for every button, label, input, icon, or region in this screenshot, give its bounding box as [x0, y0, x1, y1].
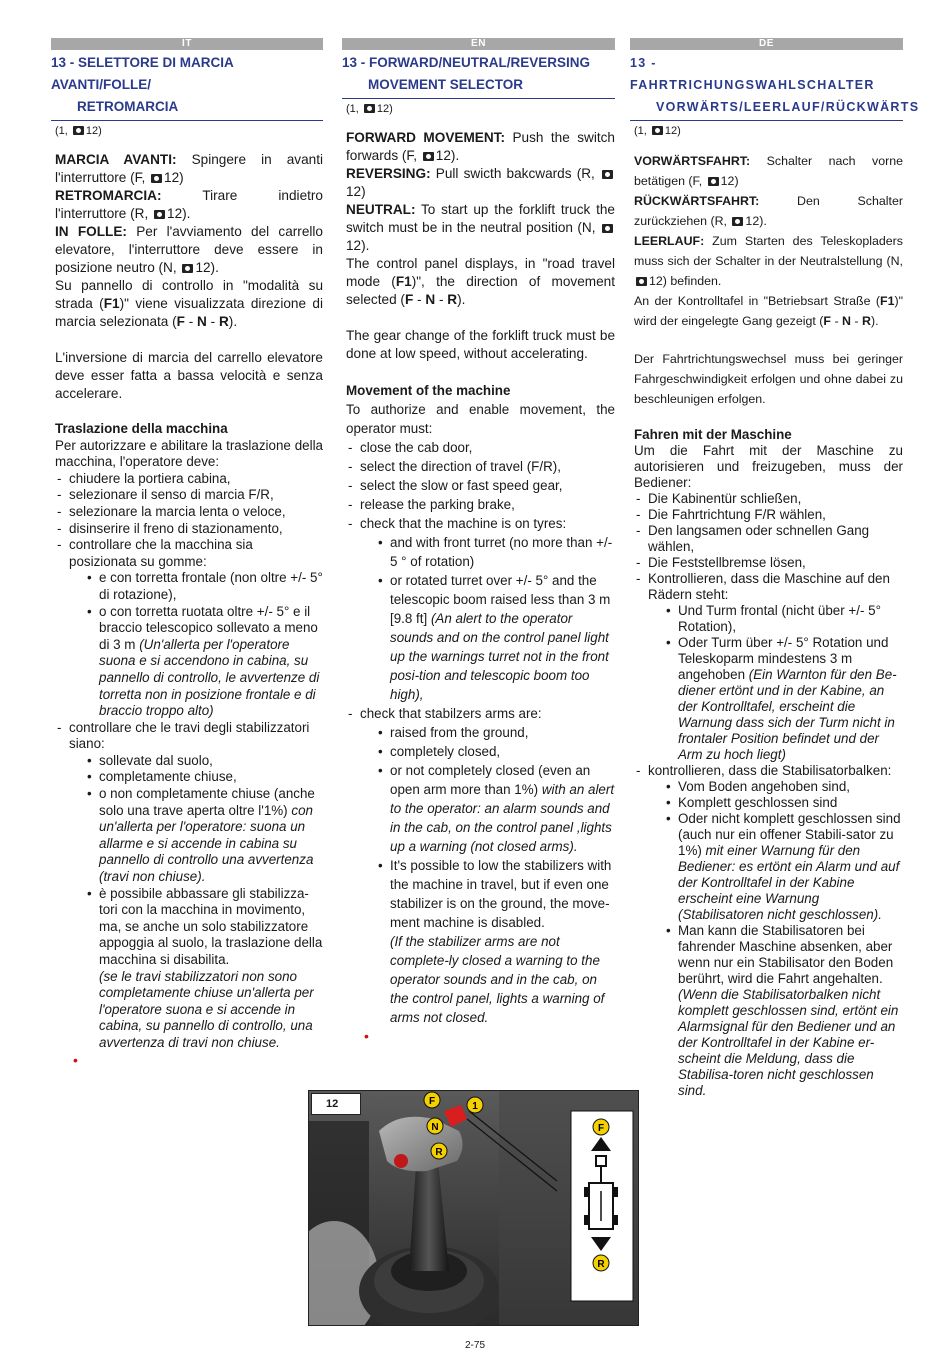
- reverse-paragraph: [346, 165, 615, 201]
- stabilizer-conditions: [69, 753, 323, 1052]
- column-english: [342, 38, 615, 1046]
- reverse-label: RÜCKWÄRTSFAHRT:: [634, 194, 760, 208]
- reverse-ref: 12).: [745, 214, 767, 228]
- reverse-text: Den Schalter zurückziehen (R,: [634, 194, 903, 228]
- figure-reference: [55, 125, 323, 137]
- movement-intro: Um die Fahrt mit der Maschine zu autorisieren und freizugeben, muss der Bediener:: [634, 443, 903, 490]
- neutral-paragraph: [634, 231, 903, 291]
- list-item: [666, 923, 903, 1099]
- switch-description: [634, 151, 903, 427]
- movement-intro: To authorize and enable movement, the operator must:: [346, 402, 615, 436]
- list-item-text: Man kann die Stabilisatoren bei fahrender Maschine absenken, aber wenn nur ein Stabilisator den Boden berührt, wird die Fahrt angehalten.: [678, 923, 894, 986]
- reverse-label: RETROMARCIA:: [55, 188, 162, 203]
- tyres-conditions: [360, 533, 615, 704]
- reverse-label: REVERSING:: [346, 166, 431, 181]
- svg-text:F: F: [428, 1096, 436, 1107]
- neutral-text: Per l'avviamento del carrello elevatore, l'interruttore deve essere in posizione neutro (N,: [55, 224, 323, 275]
- neutral-ref: 12) befinden.: [649, 274, 722, 288]
- camera-icon: [732, 217, 743, 226]
- camera-icon: [182, 264, 193, 273]
- display-sep-1: -: [413, 292, 426, 307]
- svg-text:R: R: [597, 1259, 605, 1270]
- camera-icon: [73, 126, 84, 135]
- list-item: • raised from the ground,: [378, 723, 615, 742]
- column-italian: [51, 38, 323, 1068]
- wheel-icon: [613, 1215, 618, 1225]
- list-item-text: check that the machine is on tyres:: [360, 516, 567, 531]
- forward-text: Push the switch forwards (F,: [346, 130, 615, 163]
- forward-paragraph: [634, 151, 903, 191]
- display-paragraph: [55, 277, 323, 331]
- switch-description: [346, 129, 615, 381]
- list-item-note: (Un'allerta per l'operatore suona e si accendono in cabina, su pannello di controllo, le avvertenze di torretta non in posizione frontale e di braccio troppo alto): [99, 636, 320, 719]
- forward-ref: 12): [720, 174, 739, 188]
- reverse-ref: 12): [346, 184, 366, 199]
- gear-change-paragraph: The gear change of the forklift truck must be done at low speed, without accelerating.: [346, 328, 615, 361]
- column-german: [630, 38, 920, 1099]
- movement-section: [346, 381, 615, 1046]
- callout-r: [431, 1143, 447, 1159]
- joystick-illustration: [309, 1091, 639, 1326]
- forward-label: VORWÄRTSFAHRT:: [634, 154, 751, 168]
- reverse-paragraph: [55, 187, 323, 223]
- list-item: - select the direction of travel (F/R),: [346, 457, 615, 476]
- camera-icon: [364, 104, 375, 113]
- display-n: N: [842, 314, 851, 328]
- list-item-note: (If the stabilizer arms are not complete-ly closed a warning to the operator sounds and in the cab, on the control panel, lights a warning of arms not closed.: [390, 934, 605, 1025]
- list-item-text: controllare che le travi degli stabilizzatori siano:: [69, 719, 310, 752]
- forward-label: MARCIA AVANTI:: [55, 152, 177, 167]
- camera-icon: [423, 152, 434, 161]
- ref-text-b: 12): [376, 103, 393, 115]
- joystick-red-button: [394, 1154, 408, 1168]
- ref-text-a: (1,: [55, 125, 68, 137]
- list-item-text: check that stabilzers arms are:: [360, 706, 542, 721]
- page-number: 2-75: [464, 1340, 485, 1351]
- list-item: - Die Kabinentür schließen,: [634, 491, 903, 507]
- list-item: [346, 704, 615, 1027]
- display-f1: F1: [103, 296, 120, 311]
- section-title-line-1: 13 - FORWARD/NEUTRAL/REVERSING: [342, 55, 591, 70]
- language-bar: DE: [630, 38, 903, 50]
- section-title: [51, 52, 323, 121]
- list-item: [55, 537, 323, 720]
- section-title-line-2: VORWÄRTS/LEERLAUF/RÜCKWÄRTS: [656, 100, 920, 114]
- display-text-a: An der Kontrolltafel in "Betriebsart Straße (: [634, 294, 880, 308]
- display-f: F: [176, 314, 185, 329]
- list-item: - Den langsamen oder schnellen Gang wählen,: [634, 523, 903, 555]
- list-item: [634, 571, 903, 763]
- list-item-text: o con torretta ruotata oltre +/- 5° e il braccio telescopico sollevato a meno di 3 m: [99, 603, 318, 652]
- list-item-text: kontrollieren, dass die Stabilisatorbalken:: [648, 763, 892, 778]
- list-item-text: Oder nicht komplett geschlossen sind (auch nur ein offener Stabili-sator zu 1%): [678, 811, 901, 858]
- camera-icon: [151, 174, 162, 183]
- list-item-text: Kontrollieren, dass die Maschine auf den Rädern steht:: [648, 571, 890, 602]
- language-bar: IT: [51, 38, 323, 50]
- camera-icon: [708, 177, 719, 186]
- display-f1: F1: [880, 294, 895, 308]
- display-sep-2: -: [850, 314, 862, 328]
- camera-icon: [636, 277, 647, 286]
- switch-description: [55, 151, 323, 421]
- list-item: • e con torretta frontale (non oltre +/- 5° di rotazione),: [87, 570, 323, 603]
- figure-12-joystick: [308, 1090, 639, 1326]
- list-item: - select the slow or fast speed gear,: [346, 476, 615, 495]
- stabilizer-conditions: [648, 779, 903, 1099]
- stabilizer-conditions: [360, 723, 615, 1027]
- neutral-paragraph: [55, 223, 323, 277]
- display-text-i: ).: [457, 292, 466, 307]
- list-item: • completely closed,: [378, 742, 615, 761]
- forward-ref: 12): [164, 170, 184, 185]
- gear-change-paragraph: L'inversione di marcia del carrello elevatore deve esser fatta a bassa velocità e senza accelerare.: [55, 350, 323, 401]
- reverse-text: Tirare indietro l'interruttore (R,: [55, 188, 323, 221]
- neutral-ref: 12).: [195, 260, 219, 275]
- display-text-i: ).: [870, 314, 879, 328]
- display-paragraph: [634, 291, 903, 331]
- display-text-c: )" wird der eingelegte Gang gezeigt (: [634, 294, 903, 328]
- svg-text:N: N: [431, 1122, 439, 1133]
- section-title: [630, 52, 920, 121]
- display-r: R: [861, 314, 871, 328]
- ref-text-a: (1,: [634, 125, 647, 137]
- list-item-text: or rotated turret over +/- 5° and the telescopic boom raised less than 3 m [9.8 ft]: [390, 573, 611, 626]
- svg-text:1: 1: [472, 1101, 478, 1112]
- wheel-icon: [584, 1187, 589, 1197]
- list-item: - chiudere la portiera cabina,: [55, 471, 323, 488]
- list-item: - Die Fahrtrichtung F/R wählen,: [634, 507, 903, 523]
- svg-text:F: F: [597, 1123, 605, 1134]
- list-item: [346, 514, 615, 704]
- direction-indicator-panel: [571, 1111, 633, 1301]
- list-item-note: (An alert to the operator sounds and on the control panel light up the warnings turret not in the front posi-tion and telescopic boom too high),: [390, 611, 609, 702]
- tyres-conditions: [648, 603, 903, 763]
- list-item-text: è possibile abbassare gli stabilizza-tori con la macchina in movimento, ma, se anche un solo stabilizzatore appoggia al suolo, la traslazione della macchina si disabilita.: [99, 885, 323, 967]
- language-bar: EN: [342, 38, 615, 50]
- display-n: N: [425, 292, 436, 307]
- list-item: [55, 720, 323, 1052]
- movement-steps: [634, 491, 903, 1099]
- display-sep-1: -: [184, 314, 198, 329]
- neutral-ref: 12).: [346, 238, 370, 253]
- list-item-text: It's possible to low the stabilizers with the machine in travel, but if even one stabilizer is on the ground, the move-ment machine is disabled.: [390, 858, 612, 930]
- callout-1: [467, 1097, 483, 1113]
- display-sep-2: -: [435, 292, 448, 307]
- forward-label: FORWARD MOVEMENT:: [346, 130, 505, 145]
- end-bullet: •: [73, 1051, 78, 1068]
- movement-steps: [346, 438, 615, 1027]
- indicator-f-badge: [593, 1119, 609, 1135]
- list-item: - disinserire il freno di stazionamento,: [55, 521, 323, 538]
- list-item-text: controllare che la macchina sia posizionata su gomme:: [69, 537, 253, 569]
- list-item: [634, 763, 903, 1099]
- wheel-icon: [584, 1215, 589, 1225]
- display-text-i: ).: [228, 314, 238, 329]
- section-title-line-1: 13 - FAHRTRICHUNGSWAHLSCHALTER: [630, 56, 875, 92]
- list-item: - Die Feststellbremse lösen,: [634, 555, 903, 571]
- display-text-c: )", the direction of movement selected (: [346, 274, 615, 307]
- display-sep-2: -: [206, 314, 219, 329]
- display-f: F: [823, 314, 831, 328]
- callout-n: [427, 1118, 443, 1134]
- list-item-text: o non completamente chiuse (anche solo una trave aperta oltre l'1%): [99, 786, 315, 818]
- list-item: [666, 811, 903, 923]
- movement-title: Movement of the machine: [346, 383, 511, 398]
- forward-text: Spingere in avanti l'interruttore (F,: [55, 152, 323, 185]
- list-item-note: mit einer Warnung für den Bediener: es ertönt ein Alarm und auf der Kontrolltafel in der Kabine erscheint eine Warnung (Stabilisatoren nicht geschlossen).: [678, 843, 900, 922]
- camera-icon: [602, 224, 613, 233]
- movement-steps: [55, 471, 323, 1052]
- display-text-a: The control panel displays, in "road travel mode (: [346, 256, 615, 289]
- list-item: [378, 571, 615, 704]
- forward-text: Schalter nach vorne betätigen (F,: [634, 154, 903, 188]
- movement-section: [55, 421, 323, 1068]
- display-r: R: [218, 314, 229, 329]
- figure-number: 12: [311, 1093, 361, 1115]
- neutral-text: Zum Starten des Teleskopladers muss sich der Schalter in der Neutralstellung (N,: [634, 234, 903, 268]
- forward-ref: 12).: [435, 148, 460, 163]
- list-item: [87, 786, 323, 886]
- indicator-r-badge: [593, 1255, 609, 1271]
- list-item: [87, 604, 323, 720]
- camera-icon: [154, 210, 165, 219]
- svg-text:R: R: [435, 1147, 443, 1158]
- list-item: - close the cab door,: [346, 438, 615, 457]
- neutral-text: To start up the forklift truck the switch must be in the neutral position (N,: [346, 202, 615, 235]
- ref-text-a: (1,: [346, 103, 359, 115]
- list-item: - release the parking brake,: [346, 495, 615, 514]
- display-f: F: [404, 292, 414, 307]
- display-f1: F1: [395, 274, 412, 289]
- list-item-note: (Wenn die Stabilisatorbalken nicht komplett geschlossen sind, ertönt ein Alarmsignal für den Bediener und an der Kontrolltafel in der Kabine er-scheint die Meldung, dass die Stabilisa-toren nicht geschlossen sind.: [678, 987, 899, 1098]
- section-title: [342, 52, 615, 99]
- display-sep-1: -: [831, 314, 843, 328]
- forward-paragraph: [346, 129, 615, 165]
- movement-intro: Per autorizzare e abilitare la traslazione della macchina, l'operatore deve:: [55, 437, 323, 470]
- figure-reference: [634, 125, 903, 137]
- section-title-line-2: MOVEMENT SELECTOR: [368, 77, 524, 92]
- display-text-a: Su pannello di controllo in "modalità su strada (: [55, 278, 323, 311]
- list-item: • and with front turret (no more than +/- 5 ° of rotation): [378, 533, 615, 571]
- camera-icon: [602, 170, 613, 179]
- section-title-line-1: 13 - SELETTORE DI MARCIA AVANTI/FOLLE/: [51, 55, 234, 92]
- list-item: • completamente chiuse,: [87, 769, 323, 786]
- ref-text-b: 12): [664, 125, 681, 137]
- camera-icon: [652, 126, 663, 135]
- reverse-text: Pull swicth bakcwards (R,: [430, 166, 595, 181]
- list-item: [666, 635, 903, 763]
- movement-title: Fahren mit der Maschine: [634, 427, 792, 442]
- neutral-paragraph: [346, 201, 615, 255]
- neutral-label: LEERLAUF:: [634, 234, 705, 248]
- list-item-note: con un'allerta per l'operatore: suona un allarme e si accende in cabina su pannello di controllo una avvertenza (travi non chiuse).: [99, 802, 314, 885]
- gear-change-paragraph: Der Fahrtrichtungswechsel muss bei geringer Fahrgeschwindigkeit erfolgen und ohne dabei zu beschleunigen erfolgen.: [634, 352, 903, 406]
- list-item-note: (se le travi stabilizzatori non sono completamente chiuse un'allerta per l'operatore suona e si accende in cabina, su pannello di controllo, una avvertenza di travi non chiuse.: [99, 968, 314, 1050]
- list-item: • Und Turm frontal (nicht über +/- 5° Rotation),: [666, 603, 903, 635]
- section-title-line-2: RETROMARCIA: [77, 99, 179, 114]
- list-item: • Vom Boden angehoben sind,: [666, 779, 903, 795]
- forward-paragraph: [55, 151, 323, 187]
- list-item: [378, 856, 615, 1027]
- display-n: N: [197, 314, 207, 329]
- list-item: [378, 761, 615, 856]
- display-text-c: )" viene visualizzata direzione di marcia selezionata (: [55, 296, 323, 329]
- display-paragraph: [346, 255, 615, 309]
- tyres-conditions: [69, 570, 323, 719]
- wheel-icon: [613, 1187, 618, 1197]
- list-item: • Komplett geschlossen sind: [666, 795, 903, 811]
- ref-text-b: 12): [85, 125, 102, 137]
- list-item: [87, 886, 323, 1052]
- end-bullet: •: [364, 1028, 369, 1044]
- list-item-text: or not completely closed (even an open arm more than 1%): [390, 763, 591, 797]
- movement-title: Traslazione della macchina: [55, 421, 228, 436]
- list-item: • sollevate dal suolo,: [87, 753, 323, 770]
- list-item: - selezionare il senso di marcia F/R,: [55, 487, 323, 504]
- movement-section: [634, 427, 903, 1099]
- list-item-text: Oder Turm über +/- 5° Rotation und Teleskoparm mindestens 3 m angehoben: [678, 635, 889, 682]
- list-item: - selezionare la marcia lenta o veloce,: [55, 504, 323, 521]
- callout-f: [424, 1092, 440, 1108]
- list-item-note: (Ein Warnton für den Be-diener ertönt und in der Kabine, an der Kontrolltafel, erscheint die Warnung dass sich der Turm nicht in frontaler Position befindet und der Arm zu hoch liegt): [678, 667, 897, 762]
- figure-reference: [346, 103, 615, 115]
- neutral-label: IN FOLLE:: [55, 224, 127, 239]
- reverse-paragraph: [634, 191, 903, 231]
- list-item-note: with an alert to the operator: an alarm sounds and in the cab, on the control panel ,lights up a warning (not closed arms).: [390, 782, 615, 854]
- neutral-label: NEUTRAL:: [346, 202, 416, 217]
- reverse-ref: 12).: [167, 206, 191, 221]
- display-r: R: [447, 292, 458, 307]
